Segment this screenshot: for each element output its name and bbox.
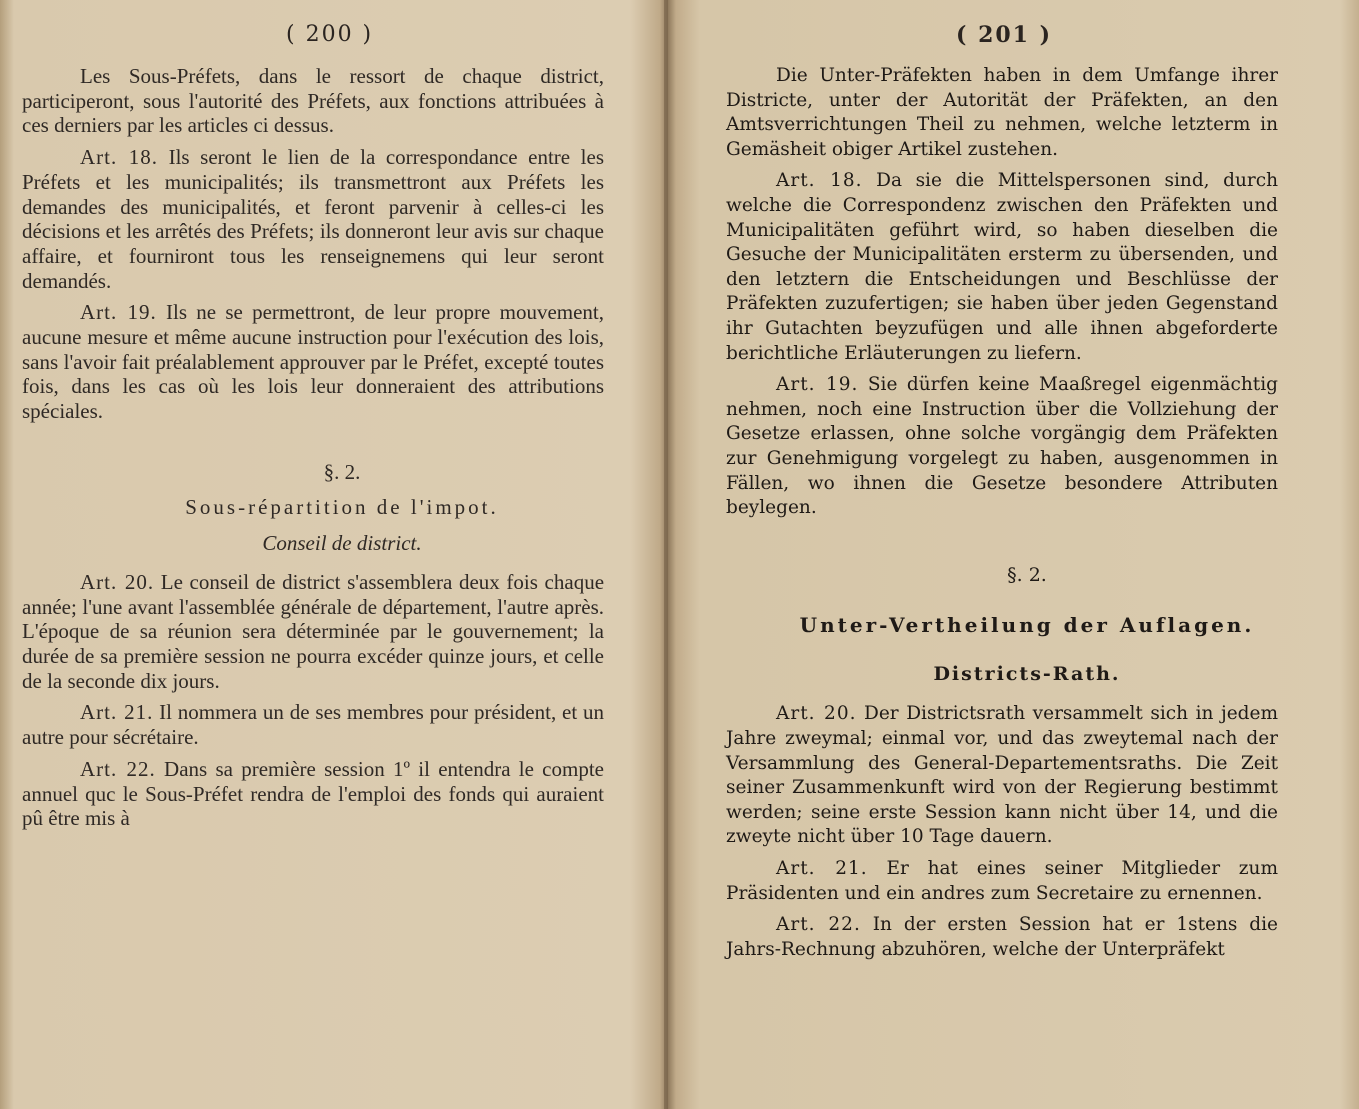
right-page-number: ( 201 ) [956,22,1053,48]
paragraph: Die Unter-Präfekten haben in dem Umfange ihrer Districte, unter der Autorität der Präfekten, an den Amtsverrichtungen Theil zu nehmen, welche letzterm in Gemäsheit obiger Artikel zustehen. [726,65,1278,160]
article-label: Art. 22. [80,756,156,781]
article-label: Art. 20. [80,569,155,594]
right-page-text [726,64,1278,969]
right-page [668,0,1359,1109]
article-label: Art. 22. [776,914,861,936]
section-subheading: Districts-Rath. [933,662,1121,685]
left-page [0,0,664,1109]
paragraph: Art. 19. Sie dürfen keine Maaßregel eigenmächtig nehmen, noch eine Instruction über die Vollziehung der Gesetze erlassen, ohne solche vorgängig dem Präfekten zur Genehmigung vorgelegt zu haben, ausgenommen in Fällen, wo ihnen die Gesetze besondere Attributen beylegen. [726,374,1278,519]
paragraph: Art. 18. Ils seront le lien de la correspondance entre les Préfets et les municipalités; ils transmettront aux Préfets les demandes des municipalités, et feront parvenir à celles-ci les décisions et les arrêtés des Préfets; ils donneront leur avis sur chaque affaire, et fourniront tous les renseignemens qui leur seront demandés. [22,145,604,293]
paragraph: Art. 21. Il nommera un de ses membres pour président, et un autre pour sécrétaire. [22,700,605,750]
paragraph: Art. 21. Er hat eines seiner Mitglieder zum Präsidenten und ein andres zum Secretaire zu ernennen. [726,858,1278,904]
section-heading: Sous-répartition de l'impot. [185,494,499,519]
article-label: Art. 21. [80,700,154,725]
paragraph: Art. 20. Der Districtsrath versammelt sich in jedem Jahre zweymal; einmal vor, und das zweytemal nach der Versammlung des General-Departementsraths. Die Zeit seiner Zusammenkunft wird von der Regierung bestimmt werden; seine erste Session kann nicht über 14, und die zweyte nicht über 10 Tage dauern. [726,703,1278,848]
paragraph: Art. 22. Dans sa première session 1º il entendra le compte annuel quc le Sous-Préfet rendra de l'emploi des fonds qui auraient pû être mis à [22,756,604,831]
left-page-number: ( 200 ) [286,22,374,47]
article-label: Art. 19. [776,374,859,396]
paragraph: Les Sous-Préfets, dans le ressort de chaque district, participeront, sous l'autorité des Préfets, aux fonctions attribuées à ces derniers par les articles ci dessus. [22,64,604,138]
paragraph: Art. 19. Ils ne se permettront, de leur propre mouvement, aucune mesure et même aucune instruction pour l'exécution des lois, sans l'avoir fait préalablement approuver par le Préfet, excepté toutes fois, dans les cas où les lois leur donneraient des attributions spéciales. [22,300,605,424]
paragraph: Art. 18. Da sie die Mittelspersonen sind, durch welche die Correspondenz zwischen den Präfekten und Municipalitäten geführt wird, so haben dieselben die Gesuche der Municipalitäten ersterm zu übersenden, und den letztern die Entscheidungen und Beschlüsse der Präfekten zuzufertigen; sie haben über jeden Gegenstand ihr Gutachten beyzufügen und alle ihnen abgeforderte berichtliche Erläuterungen zu liefern. [726,170,1279,364]
article-label: Art. 18. [80,145,159,170]
article-label: Art. 20. [776,703,857,725]
left-page-text [22,64,604,838]
article-label: Art. 19. [80,300,157,325]
section-mark: §. 2. [323,459,361,484]
section-mark: §. 2. [1007,563,1047,586]
paragraph: Art. 22. In der ersten Session hat er 1stens die Jahrs-Rechnung abzuhören, welche der Unterpräfekt [726,914,1278,960]
section-heading: Unter-Vertheilung der Auflagen. [799,613,1255,638]
article-label: Art. 21. [776,858,868,880]
section-subheading: Conseil de district. [262,531,422,556]
article-label: Art. 18. [776,170,863,192]
paragraph: Art. 20. Le conseil de district s'assemblera deux fois chaque année; l'une avant l'assemblée générale de département, l'autre après. L'époque de sa réunion sera déterminée par le gouvernement; la durée de sa première session ne pourra excéder quinze jours, et celle de la seconde dix jours. [22,569,605,693]
